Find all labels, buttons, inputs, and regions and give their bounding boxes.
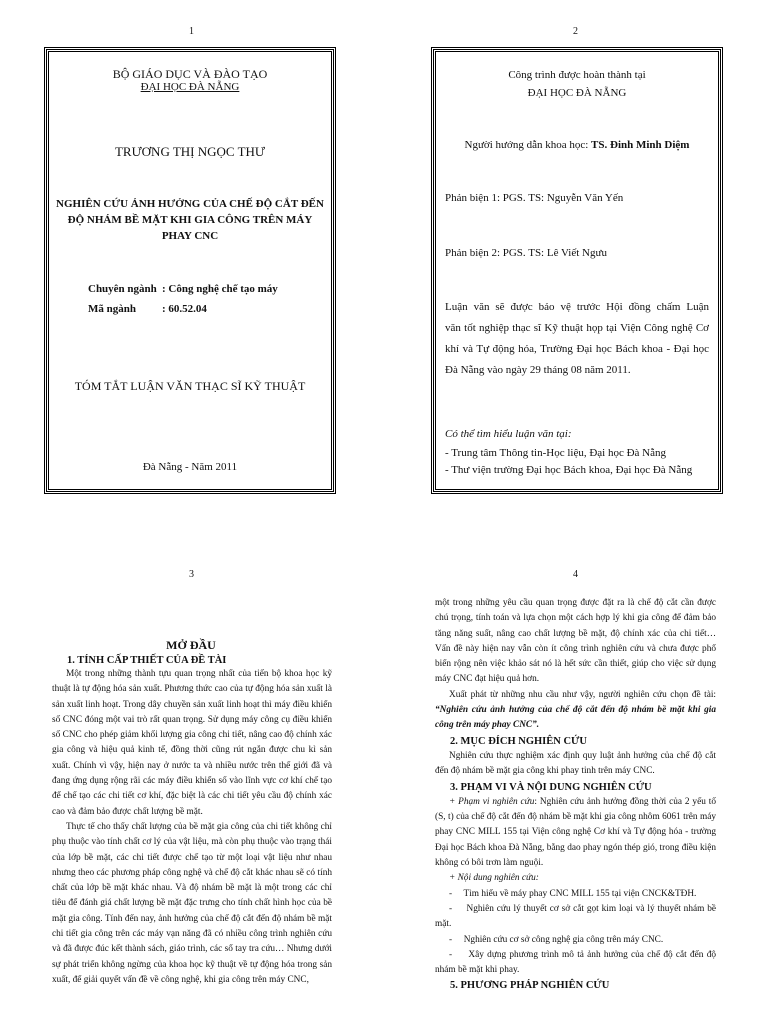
page4-body: [435, 596, 719, 994]
page-number-4: 4: [573, 569, 578, 580]
code-value: : 60.52.04: [162, 303, 207, 315]
list-item: - Nghiên cứu lý thuyết cơ sở cắt gọt kim loại và lý thuyết nhám bề mặt.: [435, 903, 719, 930]
list-item: - Nghiên cứu cơ sở công nghệ gia công trên máy CNC.: [449, 934, 664, 945]
university-name: ĐẠI HỌC ĐÀ NẴNG: [140, 81, 240, 93]
section-heading: 1. TÍNH CẤP THIẾT CỦA ĐỀ TÀI: [67, 655, 227, 666]
defense-line: văn tốt nghiệp thạc sĩ Kỹ thuật họp tại Viện Công nghệ Cơ: [445, 322, 709, 334]
thesis-title-line: ĐỘ NHÁM BỀ MẶT KHI GIA CÔNG TRÊN MÁY: [67, 214, 313, 226]
page-number-3: 3: [189, 569, 194, 580]
scope-label: + Phạm vi nghiên cứu: [449, 796, 535, 807]
completed-at: Công trình được hoàn thành tại: [508, 69, 646, 81]
reviewer-2: Phản biện 2: PGS. TS: Lê Viết Ngưu: [445, 247, 607, 259]
author-name: TRƯƠNG THỊ NGỌC THƯ: [114, 144, 266, 159]
list-item: - Tìm hiểu về máy phay CNC MILL 155 tại viện CNCK&TĐH.: [449, 888, 697, 899]
page-number-2: 2: [573, 26, 578, 37]
topic-paragraph: [435, 688, 716, 734]
university-name: ĐẠI HỌC ĐÀ NẴNG: [527, 87, 627, 99]
page3-body: [52, 655, 332, 988]
content-label: + Nội dung nghiên cứu:: [449, 873, 539, 884]
section-heading: 3. PHẠM VI VÀ NỘI DUNG NGHIÊN CỨU: [450, 781, 652, 793]
ministry-name: BỘ GIÁO DỤC VÀ ĐÀO TẠO: [112, 67, 268, 81]
paragraph: Thực tế cho thấy chất lượng của bề mặt gia công của chi tiết không chỉ phụ thuộc vào tính chất cơ lý của vật liệu, mà còn phụ thuộc vào trạng thái của lớp bề mặt, các chi tiết được chế tạo từ một loại vật liệu như nhau nhưng theo các phương pháp công nghệ và chế độ cắt khác nhau sẽ có tính chất của lớp bề mặt khác nhau. Và độ nhám bề mặt là một trong các chỉ tiêu để đánh giá chất lượng bề mặt đặc trưng cho tính chất hình học của bề mặt gia công. Tính đến nay, ảnh hưởng của chế độ cắt đến độ nhám bề mặt chi tiết gia công trên các máy vạn năng đã có nhiều công trình nghiên cứu và đã được đúc kết thành sách, giáo trình, các sổ tay tra cứu… Nhưng dưới sự phát triển không ngừng của khoa học kỹ thuật về tự động hóa trong sản xuất, để giải quyết vấn đề về công nghệ, khi gia công trên máy CNC,: [52, 821, 332, 985]
defense-line: Đà Nẵng vào ngày 29 tháng 08 năm 2011.: [445, 364, 631, 376]
thesis-title-line: PHAY CNC: [161, 230, 219, 242]
summary-title: TÓM TẮT LUẬN VĂN THẠC SĨ KỸ THUẬT: [74, 379, 306, 393]
intro-heading: MỞ ĐẦU: [166, 638, 216, 652]
paragraph: Một trong những thành tựu quan trọng nhất của tiến bộ khoa học kỹ thuật là tự động hóa sản xuất. Phương thức cao của tự động hóa sản xuất là sản xuất linh hoạt. Trong dây chuyền sản xuất linh hoạt thì máy điều khiển số CNC đóng một vai trò rất quan trọng. Sử dụng máy công cụ điều khiển số CNC cho phép giảm khối lượng gia công chi tiết, nâng cao độ chính xác gia công và hiệu quả kinh tế, đồng thời cũng rút ngắn được chu kì sản xuất. Chính vì vậy, hiện nay ở nước ta và nhiều nước trên thế giới đã và đang ứng dụng rộng rãi các máy điều khiển số vào lĩnh vực cơ khí chế tạo để chế tạo các chi tiết cơ khí, đặc biệt là các chi tiết yêu cầu độ chính xác cao và đảm bảo được chất lượng bề mặt.: [52, 669, 332, 817]
reviewer-1: Phản biện 1: PGS. TS: Nguyễn Văn Yến: [445, 192, 624, 204]
section-heading: 5. PHƯƠNG PHÁP NGHIÊN CỨU: [450, 980, 610, 992]
page-number-1: 1: [189, 26, 194, 37]
thesis-title-line: NGHIÊN CỨU ẢNH HƯỞNG CỦA CHẾ ĐỘ CẮT ĐẾN: [56, 198, 324, 210]
list-item: - Xây dựng phương trình mô tả ảnh hưởng của chế độ cắt đến độ nhám bề mặt khi phay.: [435, 949, 719, 976]
defense-line: khí và Tự động hóa, Trường Đại học Bách khoa - Đại học: [445, 343, 709, 355]
place-year: Đà Nẵng - Năm 2011: [142, 461, 238, 473]
info-page-frame: [433, 49, 721, 492]
defense-line: Luận văn sẽ được bảo vệ trước Hội đồng chấm Luận: [445, 301, 709, 313]
major-label: Chuyên ngành: [88, 283, 157, 295]
library-1: - Trung tâm Thông tin-Học liệu, Đại học Đà Nẵng: [445, 447, 666, 459]
section-heading: 2. MỤC ĐÍCH NGHIÊN CỨU: [450, 735, 587, 747]
cover-page-frame: [46, 49, 334, 492]
major-value: : Công nghệ chế tạo máy: [162, 283, 278, 295]
advisor-label: Người hướng dẫn khoa học:: [464, 139, 592, 151]
topic-lead: Xuất phát từ những nhu cầu như vậy, người nghiên cứu chọn đề tài:: [449, 689, 716, 700]
find-at-label: Có thể tìm hiểu luận văn tại:: [445, 428, 572, 440]
scope-text: : Nghiên cứu ảnh hưởng đồng thời của 2 yếu tố (S, t) của chế độ cắt đến độ nhám bề mặt khi gia công nhôm 6061 trên máy phay CNC MILL 155 tại Viện công nghệ Cơ khí và Tự động hóa - trường Đại học Bách khoa Đà Nẵng, bằng dao phay ngón thép gió, trong điều kiện không có bôi trơn làm nguội.: [435, 796, 716, 869]
topic-title: “Nghiên cứu ảnh hưởng của chế độ cắt đến độ nhám bề mặt khi gia công trên máy phay CNC”.: [435, 705, 716, 731]
advisor: [436, 139, 718, 151]
code-label: Mã ngành: [88, 303, 136, 315]
thesis-title: [53, 196, 327, 244]
scope-paragraph: [435, 795, 716, 871]
defense-note: [445, 297, 709, 381]
paragraph: một trong những yêu cầu quan trọng được đặt ra là chế độ cắt cần được chú trọng, tính toán và lựa chọn một cách hợp lý khi gia công để đảm bảo tăng năng suất, nâng cao chất lượng bề mặt, độ chính xác của chi tiết… Vấn đề này hiện nay vẫn còn ít công trình nghiên cứu và chưa được phổ biến rộng nên việc khảo sát nó là hết sức cần thiết, giúp cho việc sử dụng máy CNC đạt hiệu quả hơn.: [435, 598, 716, 685]
library-2: - Thư viện trường Đại học Bách khoa, Đại học Đà Nẵng: [445, 464, 693, 476]
advisor-name: TS. Đinh Minh Diệm: [591, 139, 690, 151]
paragraph: Nghiên cứu thực nghiệm xác định quy luật ảnh hưởng của chế độ cắt đến độ nhám bề mặt gia công khi phay tinh trên máy CNC.: [435, 750, 716, 777]
